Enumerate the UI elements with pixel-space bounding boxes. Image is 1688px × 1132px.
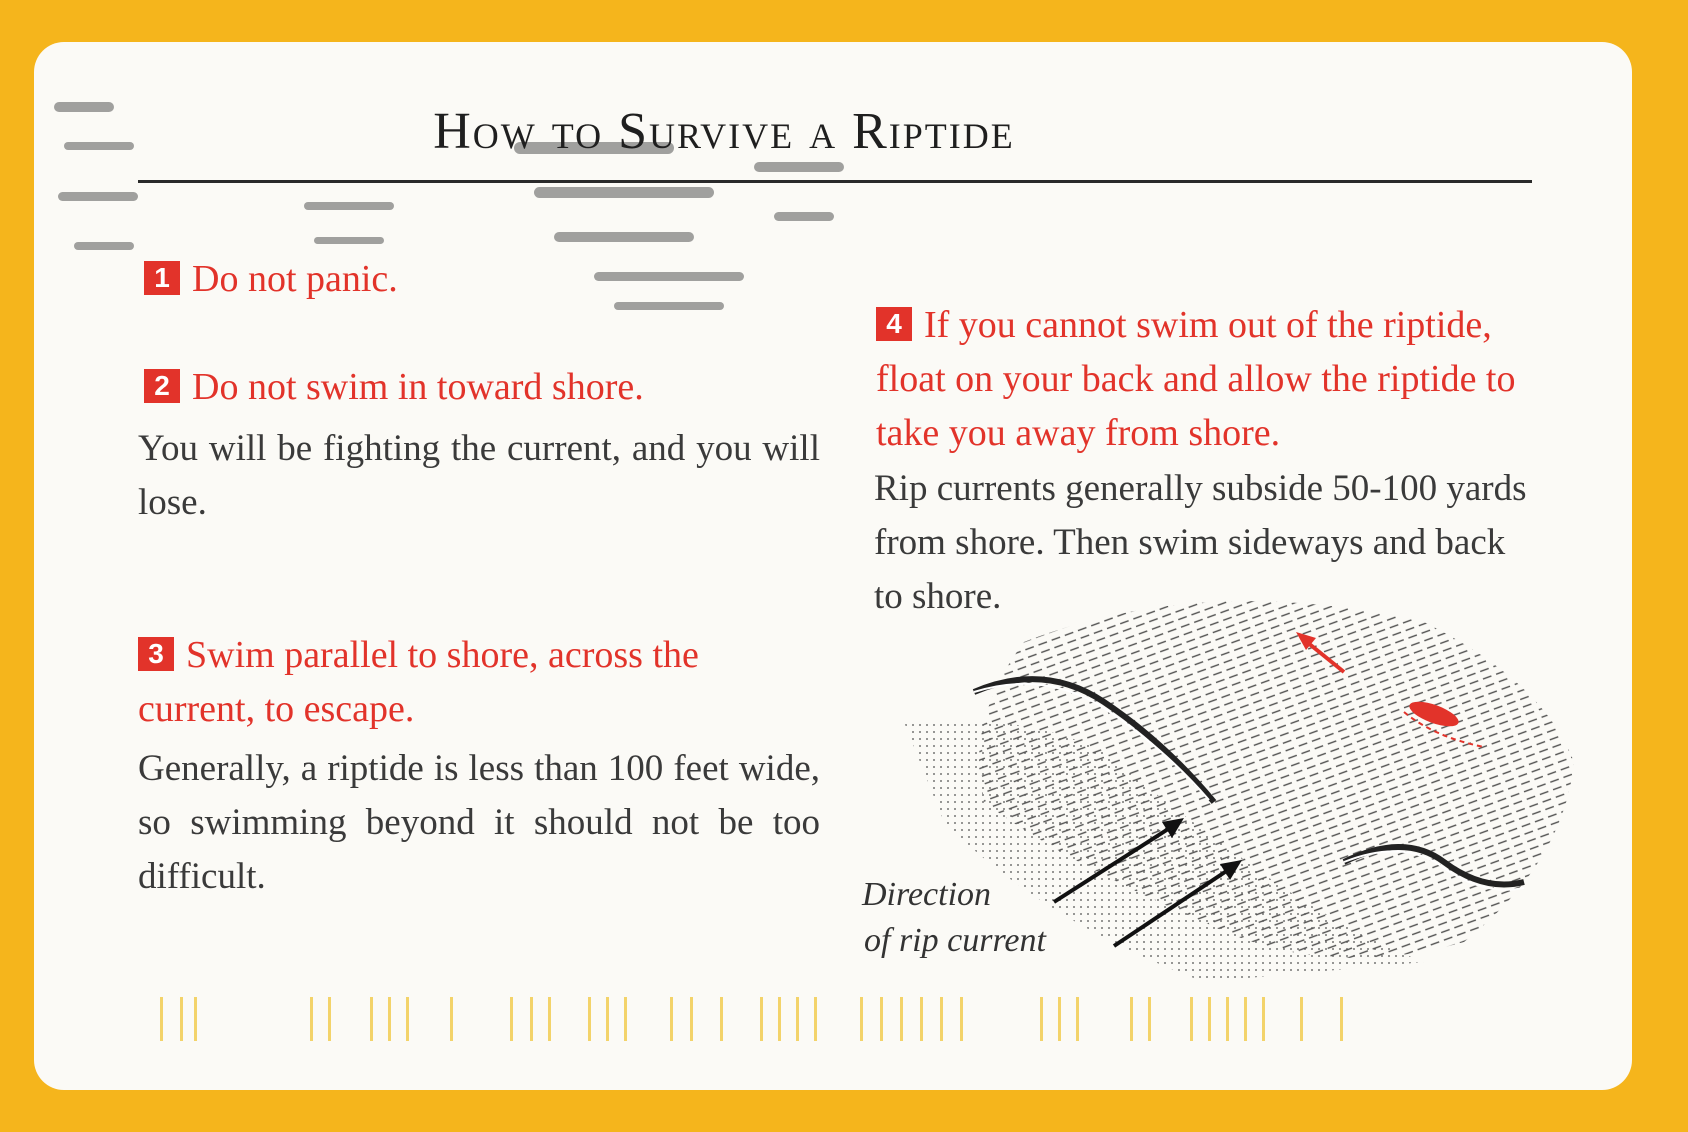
step-1 — [144, 252, 744, 306]
page-title: How to Survive a Riptide — [433, 103, 1015, 160]
step-3 — [138, 628, 818, 736]
step-body: You will be fighting the current, and you will lose. — [138, 428, 820, 523]
step-heading: Do not swim in toward shore. — [192, 366, 644, 408]
step-2 — [144, 360, 784, 414]
caption-line: of rip current — [864, 922, 1046, 959]
step-body: Rip currents generally subside 50-100 yards from shore. Then swim sideways and back to shore. — [874, 468, 1527, 617]
illustration-caption — [862, 872, 1046, 964]
step-number-badge: 2 — [144, 369, 180, 403]
step-heading: If you cannot swim out of the riptide, float on your back and allow the riptide to take you away from shore. — [876, 304, 1516, 454]
step-heading: Do not panic. — [192, 258, 398, 300]
step-4 — [876, 298, 1546, 460]
card — [34, 42, 1632, 1090]
caption-line: Direction — [862, 876, 992, 913]
step-number-badge: 1 — [144, 261, 180, 295]
step-number-badge: 4 — [876, 307, 912, 341]
title-divider — [138, 180, 1532, 183]
step-body: Generally, a riptide is less than 100 feet wide, so swimming beyond it should not be too difficult. — [138, 748, 820, 897]
step-heading: Swim parallel to shore, across the current, to escape. — [138, 634, 699, 730]
step-number-badge: 3 — [138, 637, 174, 671]
